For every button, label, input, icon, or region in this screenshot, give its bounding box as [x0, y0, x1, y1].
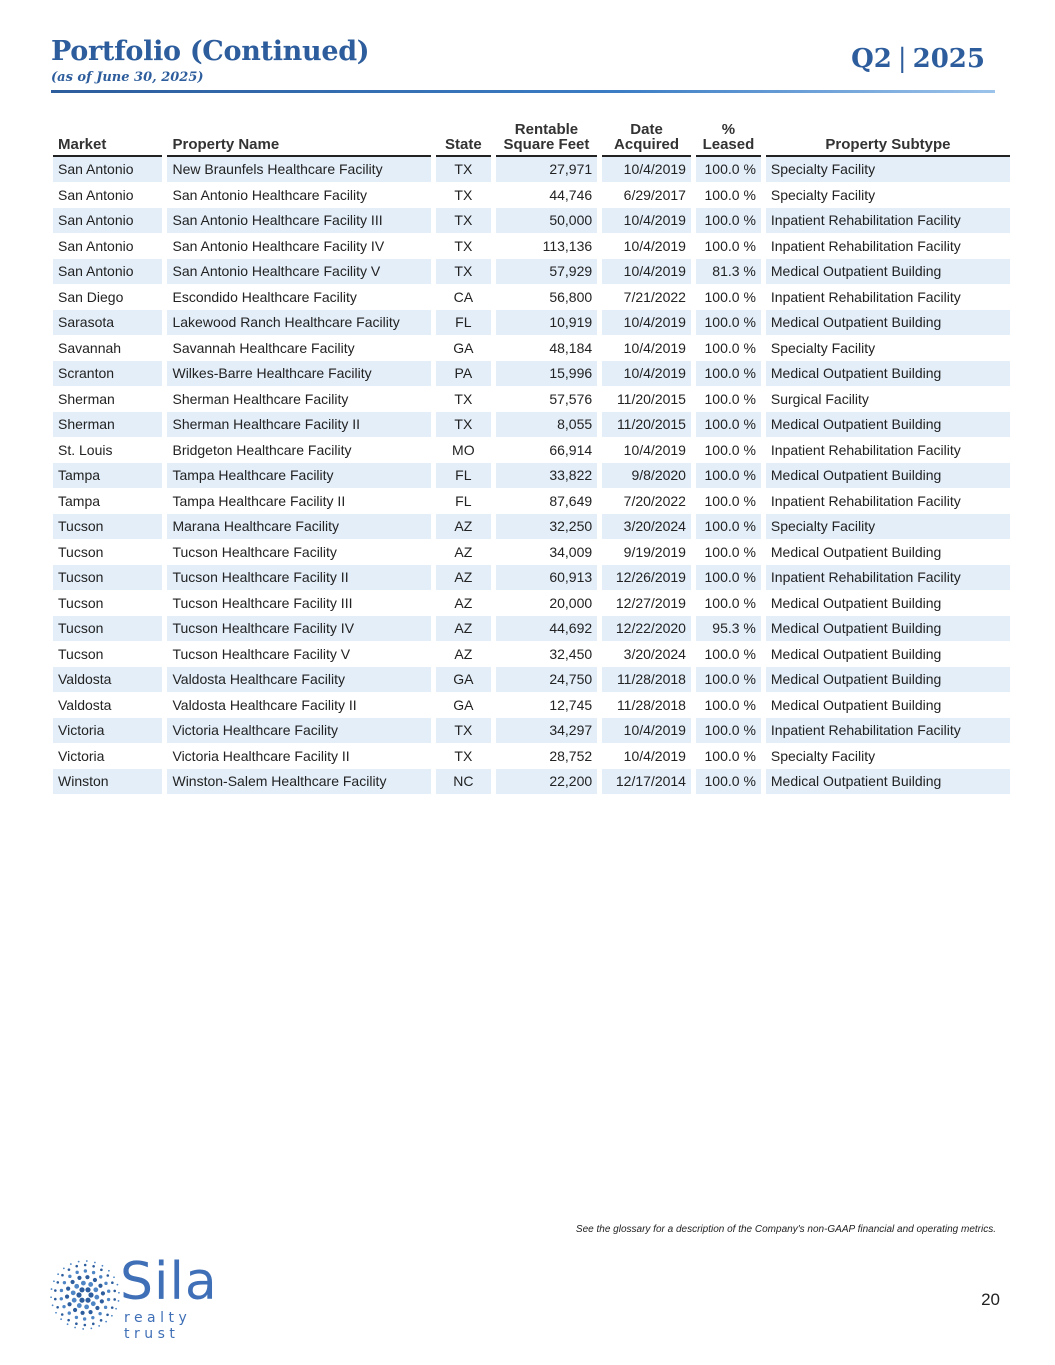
cell-property-name: Escondido Healthcare Facility: [167, 285, 430, 311]
cell-property-name: Tucson Healthcare Facility: [167, 540, 430, 566]
cell-property-subtype: Medical Outpatient Building: [766, 642, 1010, 668]
table-row: [53, 438, 1010, 464]
cell-market: Winston: [53, 769, 162, 795]
cell-square-feet: 34,009: [496, 540, 597, 566]
table-row: [53, 591, 1010, 617]
cell-leased: 100.0 %: [696, 412, 761, 438]
cell-date-acquired: 11/28/2018: [602, 693, 691, 719]
cell-date-acquired: 3/20/2024: [602, 514, 691, 540]
cell-state: AZ: [436, 514, 491, 540]
cell-state: AZ: [436, 540, 491, 566]
cell-leased: 100.0 %: [696, 489, 761, 515]
cell-leased: 100.0 %: [696, 514, 761, 540]
cell-state: FL: [436, 310, 491, 336]
cell-market: Valdosta: [53, 693, 162, 719]
cell-leased: 81.3 %: [696, 259, 761, 285]
table-row: [53, 667, 1010, 693]
cell-property-name: San Antonio Healthcare Facility III: [167, 208, 430, 234]
header-square-feet-line2: Square Feet: [503, 136, 590, 153]
cell-state: CA: [436, 285, 491, 311]
cell-date-acquired: 9/8/2020: [602, 463, 691, 489]
cell-square-feet: 24,750: [496, 667, 597, 693]
cell-leased: 100.0 %: [696, 336, 761, 362]
table-row: [53, 616, 1010, 642]
cell-property-subtype: Specialty Facility: [766, 514, 1010, 540]
cell-property-subtype: Specialty Facility: [766, 183, 1010, 209]
cell-date-acquired: 10/4/2019: [602, 744, 691, 770]
table-header-row: [53, 122, 1010, 157]
cell-state: TX: [436, 208, 491, 234]
header-property-name: Property Name: [167, 122, 430, 157]
table-row: [53, 565, 1010, 591]
cell-property-name: Valdosta Healthcare Facility II: [167, 693, 430, 719]
cell-square-feet: 44,746: [496, 183, 597, 209]
cell-date-acquired: 6/29/2017: [602, 183, 691, 209]
cell-state: TX: [436, 157, 491, 183]
quarter-separator: |: [897, 44, 907, 74]
cell-market: San Diego: [53, 285, 162, 311]
cell-date-acquired: 10/4/2019: [602, 336, 691, 362]
cell-market: San Antonio: [53, 259, 162, 285]
cell-square-feet: 56,800: [496, 285, 597, 311]
cell-property-name: Savannah Healthcare Facility: [167, 336, 430, 362]
cell-date-acquired: 10/4/2019: [602, 310, 691, 336]
cell-square-feet: 57,929: [496, 259, 597, 285]
quarter-label: [851, 44, 985, 74]
cell-date-acquired: 7/20/2022: [602, 489, 691, 515]
cell-state: AZ: [436, 565, 491, 591]
table-body: [53, 157, 1010, 795]
table-row: [53, 208, 1010, 234]
cell-square-feet: 66,914: [496, 438, 597, 464]
cell-state: PA: [436, 361, 491, 387]
cell-property-subtype: Inpatient Rehabilitation Facility: [766, 438, 1010, 464]
table-row: [53, 259, 1010, 285]
cell-market: Tucson: [53, 565, 162, 591]
table-row: [53, 157, 1010, 183]
page-number: 20: [981, 1290, 1000, 1309]
cell-market: Victoria: [53, 744, 162, 770]
cell-state: TX: [436, 234, 491, 260]
table-row: [53, 693, 1010, 719]
cell-property-subtype: Medical Outpatient Building: [766, 259, 1010, 285]
cell-state: GA: [436, 336, 491, 362]
cell-square-feet: 22,200: [496, 769, 597, 795]
cell-property-subtype: Inpatient Rehabilitation Facility: [766, 234, 1010, 260]
cell-square-feet: 27,971: [496, 157, 597, 183]
cell-property-subtype: Surgical Facility: [766, 387, 1010, 413]
cell-property-subtype: Medical Outpatient Building: [766, 310, 1010, 336]
page-title: Portfolio (Continued): [51, 36, 370, 67]
table-row: [53, 361, 1010, 387]
cell-state: TX: [436, 718, 491, 744]
cell-leased: 100.0 %: [696, 642, 761, 668]
cell-date-acquired: 3/20/2024: [602, 642, 691, 668]
header-square-feet-line1: Rentable: [514, 121, 579, 138]
header-leased-line1: %: [721, 121, 736, 138]
cell-date-acquired: 10/4/2019: [602, 361, 691, 387]
cell-property-name: Wilkes-Barre Healthcare Facility: [167, 361, 430, 387]
cell-property-name: Valdosta Healthcare Facility: [167, 667, 430, 693]
header-date-line2: Acquired: [614, 136, 680, 153]
cell-property-subtype: Medical Outpatient Building: [766, 412, 1010, 438]
cell-leased: 100.0 %: [696, 463, 761, 489]
cell-property-subtype: Medical Outpatient Building: [766, 616, 1010, 642]
cell-market: Tucson: [53, 591, 162, 617]
cell-leased: 95.3 %: [696, 616, 761, 642]
cell-date-acquired: 12/17/2014: [602, 769, 691, 795]
cell-market: Savannah: [53, 336, 162, 362]
cell-leased: 100.0 %: [696, 387, 761, 413]
cell-date-acquired: 12/27/2019: [602, 591, 691, 617]
cell-square-feet: 10,919: [496, 310, 597, 336]
cell-leased: 100.0 %: [696, 310, 761, 336]
cell-market: Sarasota: [53, 310, 162, 336]
cell-property-name: Victoria Healthcare Facility II: [167, 744, 430, 770]
footnote: See the glossary for a description of the Company's non-GAAP financial and operating metrics.: [575, 1224, 996, 1235]
cell-state: TX: [436, 259, 491, 285]
cell-property-subtype: Medical Outpatient Building: [766, 540, 1010, 566]
cell-leased: 100.0 %: [696, 361, 761, 387]
header-state: State: [436, 122, 491, 157]
cell-square-feet: 60,913: [496, 565, 597, 591]
cell-leased: 100.0 %: [696, 769, 761, 795]
cell-property-subtype: Specialty Facility: [766, 157, 1010, 183]
cell-leased: 100.0 %: [696, 234, 761, 260]
cell-square-feet: 20,000: [496, 591, 597, 617]
cell-date-acquired: 10/4/2019: [602, 438, 691, 464]
cell-square-feet: 113,136: [496, 234, 597, 260]
cell-property-name: Lakewood Ranch Healthcare Facility: [167, 310, 430, 336]
cell-state: TX: [436, 412, 491, 438]
header-leased: [696, 122, 761, 157]
cell-property-subtype: Medical Outpatient Building: [766, 693, 1010, 719]
header-date-acquired: [602, 122, 691, 157]
cell-state: GA: [436, 693, 491, 719]
cell-property-name: Tucson Healthcare Facility II: [167, 565, 430, 591]
cell-property-subtype: Inpatient Rehabilitation Facility: [766, 489, 1010, 515]
cell-property-name: Sherman Healthcare Facility: [167, 387, 430, 413]
cell-date-acquired: 11/20/2015: [602, 412, 691, 438]
cell-property-subtype: Inpatient Rehabilitation Facility: [766, 718, 1010, 744]
cell-leased: 100.0 %: [696, 744, 761, 770]
cell-state: AZ: [436, 642, 491, 668]
cell-property-name: Sherman Healthcare Facility II: [167, 412, 430, 438]
cell-state: TX: [436, 183, 491, 209]
cell-leased: 100.0 %: [696, 540, 761, 566]
cell-property-name: Tucson Healthcare Facility III: [167, 591, 430, 617]
cell-date-acquired: 12/26/2019: [602, 565, 691, 591]
cell-market: San Antonio: [53, 234, 162, 260]
cell-square-feet: 48,184: [496, 336, 597, 362]
cell-property-name: Bridgeton Healthcare Facility: [167, 438, 430, 464]
cell-state: FL: [436, 489, 491, 515]
cell-property-subtype: Specialty Facility: [766, 336, 1010, 362]
table-row: [53, 769, 1010, 795]
cell-market: Tucson: [53, 540, 162, 566]
cell-property-name: Victoria Healthcare Facility: [167, 718, 430, 744]
logo-wordmark: Sila: [120, 1252, 218, 1312]
cell-property-subtype: Inpatient Rehabilitation Facility: [766, 565, 1010, 591]
cell-square-feet: 8,055: [496, 412, 597, 438]
cell-market: San Antonio: [53, 208, 162, 234]
cell-market: Victoria: [53, 718, 162, 744]
cell-date-acquired: 11/20/2015: [602, 387, 691, 413]
cell-date-acquired: 11/28/2018: [602, 667, 691, 693]
cell-market: Valdosta: [53, 667, 162, 693]
cell-date-acquired: 7/21/2022: [602, 285, 691, 311]
cell-square-feet: 33,822: [496, 463, 597, 489]
cell-square-feet: 44,692: [496, 616, 597, 642]
cell-property-subtype: Inpatient Rehabilitation Facility: [766, 285, 1010, 311]
portfolio-table: [48, 122, 1015, 795]
cell-market: Tampa: [53, 463, 162, 489]
cell-property-name: Winston-Salem Healthcare Facility: [167, 769, 430, 795]
header-property-subtype: Property Subtype: [766, 122, 1010, 157]
cell-leased: 100.0 %: [696, 285, 761, 311]
cell-date-acquired: 10/4/2019: [602, 234, 691, 260]
cell-property-name: Tucson Healthcare Facility IV: [167, 616, 430, 642]
cell-leased: 100.0 %: [696, 565, 761, 591]
cell-property-name: Tampa Healthcare Facility: [167, 463, 430, 489]
cell-state: MO: [436, 438, 491, 464]
cell-market: San Antonio: [53, 157, 162, 183]
cell-state: AZ: [436, 591, 491, 617]
quarter: Q2: [851, 44, 892, 74]
table-row: [53, 514, 1010, 540]
table-row: [53, 310, 1010, 336]
cell-property-subtype: Inpatient Rehabilitation Facility: [766, 208, 1010, 234]
cell-market: Sherman: [53, 387, 162, 413]
cell-market: Sherman: [53, 412, 162, 438]
cell-market: St. Louis: [53, 438, 162, 464]
cell-leased: 100.0 %: [696, 438, 761, 464]
cell-square-feet: 32,250: [496, 514, 597, 540]
cell-leased: 100.0 %: [696, 667, 761, 693]
cell-square-feet: 57,576: [496, 387, 597, 413]
logo-tagline: realty trust: [124, 1310, 192, 1342]
cell-property-subtype: Medical Outpatient Building: [766, 591, 1010, 617]
cell-property-subtype: Medical Outpatient Building: [766, 463, 1010, 489]
cell-square-feet: 32,450: [496, 642, 597, 668]
cell-date-acquired: 10/4/2019: [602, 259, 691, 285]
header-date-line1: Date: [630, 121, 663, 138]
page-subtitle: (as of June 30, 2025): [51, 70, 204, 85]
sila-logo: [50, 1252, 250, 1342]
table-row: [53, 489, 1010, 515]
cell-market: Scranton: [53, 361, 162, 387]
cell-property-subtype: Medical Outpatient Building: [766, 667, 1010, 693]
cell-square-feet: 34,297: [496, 718, 597, 744]
table-row: [53, 285, 1010, 311]
cell-state: NC: [436, 769, 491, 795]
cell-square-feet: 15,996: [496, 361, 597, 387]
header-square-feet: [496, 122, 597, 157]
cell-leased: 100.0 %: [696, 208, 761, 234]
table-row: [53, 387, 1010, 413]
cell-property-name: San Antonio Healthcare Facility V: [167, 259, 430, 285]
cell-property-name: Marana Healthcare Facility: [167, 514, 430, 540]
cell-date-acquired: 10/4/2019: [602, 157, 691, 183]
year: 2025: [912, 44, 985, 74]
cell-market: Tucson: [53, 642, 162, 668]
cell-market: Tucson: [53, 616, 162, 642]
header-market: Market: [53, 122, 162, 157]
cell-date-acquired: 12/22/2020: [602, 616, 691, 642]
table-row: [53, 336, 1010, 362]
header-rule: [51, 90, 995, 93]
table-row: [53, 540, 1010, 566]
table-row: [53, 234, 1010, 260]
table-row: [53, 744, 1010, 770]
cell-leased: 100.0 %: [696, 157, 761, 183]
table-row: [53, 642, 1010, 668]
cell-square-feet: 12,745: [496, 693, 597, 719]
cell-state: AZ: [436, 616, 491, 642]
cell-square-feet: 28,752: [496, 744, 597, 770]
table-row: [53, 183, 1010, 209]
cell-date-acquired: 10/4/2019: [602, 208, 691, 234]
cell-property-name: Tampa Healthcare Facility II: [167, 489, 430, 515]
sunburst-logo-icon: [50, 1260, 120, 1330]
cell-property-subtype: Medical Outpatient Building: [766, 769, 1010, 795]
table-row: [53, 463, 1010, 489]
cell-square-feet: 50,000: [496, 208, 597, 234]
cell-property-name: Tucson Healthcare Facility V: [167, 642, 430, 668]
cell-property-subtype: Medical Outpatient Building: [766, 361, 1010, 387]
cell-leased: 100.0 %: [696, 718, 761, 744]
cell-leased: 100.0 %: [696, 591, 761, 617]
cell-state: FL: [436, 463, 491, 489]
cell-square-feet: 87,649: [496, 489, 597, 515]
cell-state: TX: [436, 744, 491, 770]
cell-market: Tucson: [53, 514, 162, 540]
cell-property-subtype: Specialty Facility: [766, 744, 1010, 770]
cell-leased: 100.0 %: [696, 183, 761, 209]
table-row: [53, 412, 1010, 438]
cell-market: Tampa: [53, 489, 162, 515]
cell-date-acquired: 9/19/2019: [602, 540, 691, 566]
cell-property-name: San Antonio Healthcare Facility IV: [167, 234, 430, 260]
header-leased-line2: Leased: [702, 136, 755, 153]
cell-state: TX: [436, 387, 491, 413]
cell-state: GA: [436, 667, 491, 693]
cell-date-acquired: 10/4/2019: [602, 718, 691, 744]
table-row: [53, 718, 1010, 744]
cell-market: San Antonio: [53, 183, 162, 209]
cell-property-name: New Braunfels Healthcare Facility: [167, 157, 430, 183]
cell-leased: 100.0 %: [696, 693, 761, 719]
cell-property-name: San Antonio Healthcare Facility: [167, 183, 430, 209]
